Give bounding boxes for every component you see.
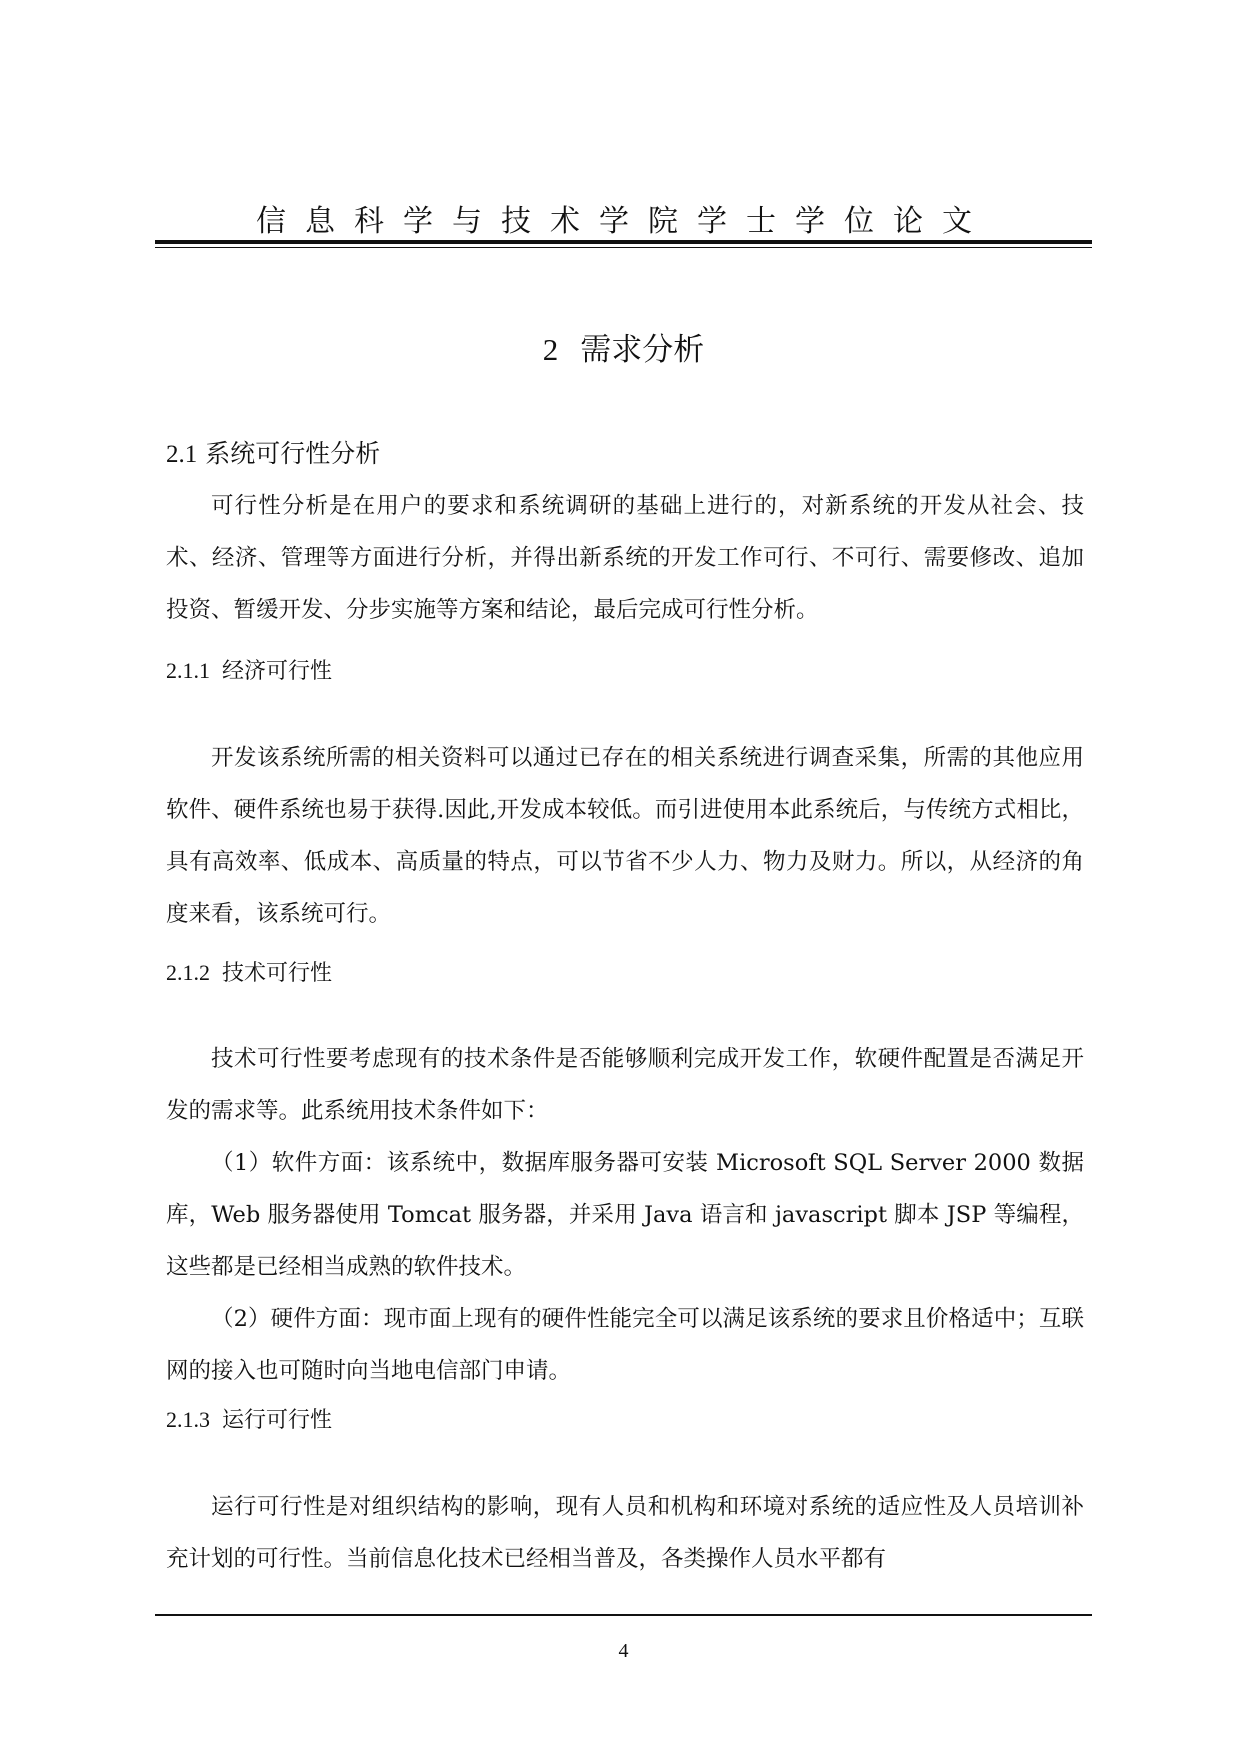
- section-title: 技术可行性: [222, 961, 333, 986]
- section-number: 2.1: [166, 441, 198, 468]
- section-heading-2-1-2: [166, 956, 332, 987]
- paragraph-2-1-2-hardware: （2）硬件方面：现市面上现有的硬件性能完全可以满足该系统的要求且价格适中；互联网的接入也可随时向当地电信部门申请。: [166, 1306, 1084, 1384]
- header-rule-thick: [155, 240, 1092, 244]
- footer-rule: [155, 1614, 1092, 1616]
- header-rule-thin: [155, 247, 1092, 248]
- section-title: 经济可行性: [222, 659, 333, 684]
- section-number: 2.1.3: [166, 1407, 210, 1432]
- chapter-title-text: 需求分析: [580, 332, 705, 368]
- section-number: 2.1.1: [166, 658, 210, 683]
- paragraph-2-1-2-intro: 技术可行性要考虑现有的技术条件是否能够顺利完成开发工作，软硬件配置是否满足开发的需求等。此系统用技术条件如下：: [166, 1046, 1084, 1124]
- chapter-number: 2: [542, 332, 559, 367]
- section-heading-2-1-3: [166, 1403, 332, 1434]
- paragraph-2-1: 可行性分析是在用户的要求和系统调研的基础上进行的，对新系统的开发从社会、技术、经济、管理等方面进行分析，并得出新系统的开发工作可行、不可行、需要修改、追加投资、暂缓开发、分步实施等方案和结论，最后完成可行性分析。: [166, 493, 1084, 623]
- page-number: 4: [618, 1640, 629, 1662]
- paragraph-2-1-3: 运行可行性是对组织结构的影响，现有人员和机构和环境对系统的适应性及人员培训补充计划的可行性。当前信息化技术已经相当普及，各类操作人员水平都有: [166, 1494, 1084, 1572]
- running-header-title: 信息科学与技术学院学士学位论文: [256, 204, 991, 239]
- section-title: 系统可行性分析: [205, 439, 381, 468]
- section-heading-2-1-1: [166, 654, 332, 685]
- section-title: 运行可行性: [222, 1408, 333, 1433]
- section-heading-2-1: [166, 434, 380, 470]
- chapter-title: [155, 324, 1092, 369]
- paragraph-2-1-2-software: （1）软件方面：该系统中，数据库服务器可安装 Microsoft SQL Server 2000 数据库，Web 服务器使用 Tomcat 服务器，并采用 Java 语言和 javascript 脚本 JSP 等编程，这些都是已经相当成熟的软件技术。: [166, 1150, 1084, 1280]
- paragraph-2-1-1: 开发该系统所需的相关资料可以通过已存在的相关系统进行调查采集，所需的其他应用软件、硬件系统也易于获得.因此,开发成本较低。而引进使用本此系统后，与传统方式相比，具有高效率、低成本、高质量的特点，可以节省不少人力、物力及财力。所以，从经济的角度来看，该系统可行。: [166, 745, 1084, 927]
- section-number: 2.1.2: [166, 960, 210, 985]
